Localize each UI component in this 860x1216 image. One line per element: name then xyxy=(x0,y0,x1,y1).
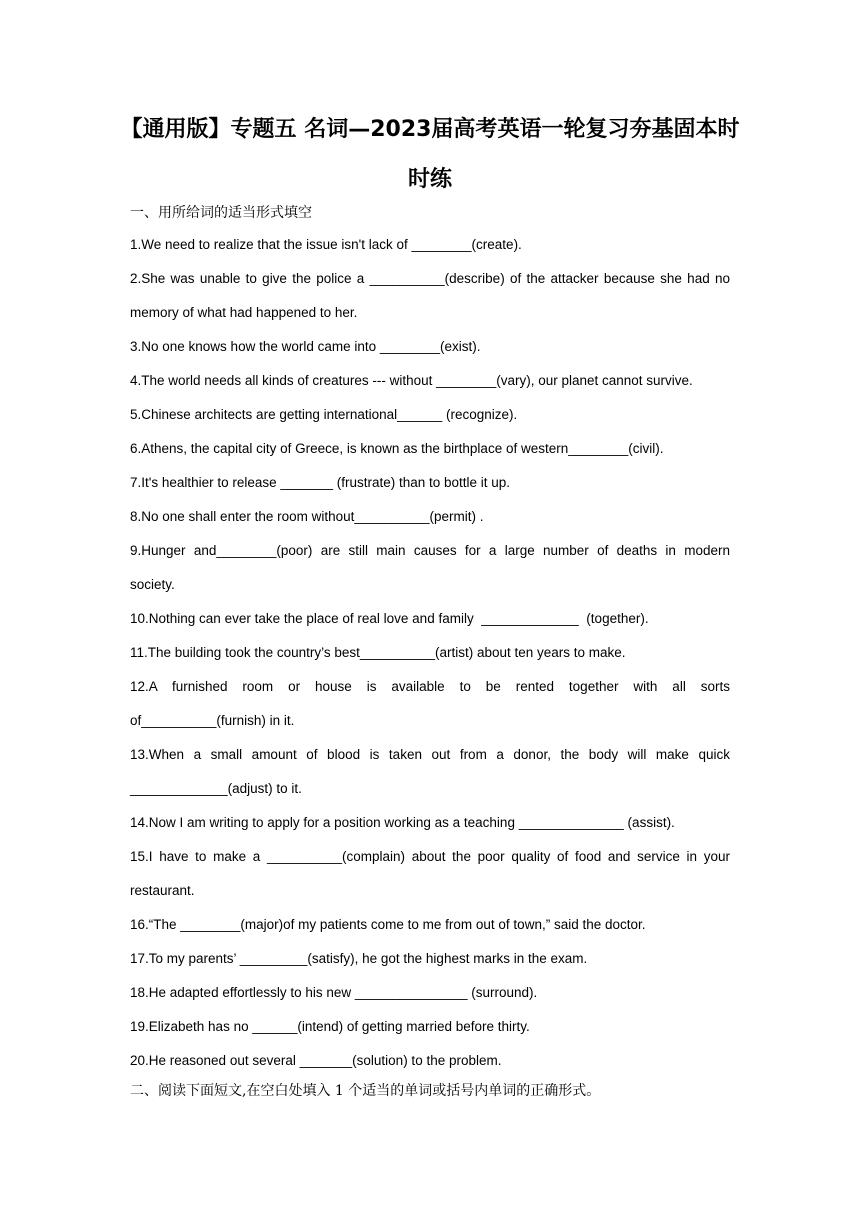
question-19: 19.Elizabeth has no ______(intend) of getting married before thirty. xyxy=(130,1019,530,1034)
question-9-line-1: 9.Hunger and________(poor) are still main causes for a large number of deaths in modern xyxy=(130,543,730,558)
question-11: 11.The building took the country’s best__________(artist) about ten years to make. xyxy=(130,645,626,660)
question-8: 8.No one shall enter the room without__________(permit) . xyxy=(130,509,484,524)
question-15-line-2: restaurant. xyxy=(130,883,195,898)
question-12-line-2: of__________(furnish) in it. xyxy=(130,713,295,728)
title-line-2: 时练 xyxy=(407,167,452,192)
question-15-line-1: 15.I have to make a __________(complain) about the poor quality of food and service in your xyxy=(130,849,730,864)
title-line-1: 【通用版】专题五 名词—2023届高考英语一轮复习夯基固本时 xyxy=(120,117,740,142)
question-7: 7.It's healthier to release _______ (frustrate) than to bottle it up. xyxy=(130,475,511,490)
question-2-line-2: memory of what had happened to her. xyxy=(130,305,358,320)
question-17: 17.To my parents’ _________(satisfy), he got the highest marks in the exam. xyxy=(130,951,588,966)
question-2-line-1: 2.She was unable to give the police a __________(describe) of the attacker because she had no xyxy=(130,271,730,286)
section-2-heading: 二、阅读下面短文,在空白处填入 1 个适当的单词或括号内单词的正确形式。 xyxy=(130,1083,601,1099)
question-10: 10.Nothing can ever take the place of real love and family _____________ (together). xyxy=(130,611,649,626)
document-title xyxy=(100,105,760,205)
question-16: 16.“The ________(major)of my patients come to me from out of town,” said the doctor. xyxy=(130,917,646,932)
question-13-line-2: _____________(adjust) to it. xyxy=(130,781,302,796)
question-1: 1.We need to realize that the issue isn't lack of ________(create). xyxy=(130,237,522,252)
question-9-line-2: society. xyxy=(130,577,175,592)
question-18: 18.He adapted effortlessly to his new _______________ (surround). xyxy=(130,985,538,1000)
question-4: 4.The world needs all kinds of creatures --- without ________(vary), our planet cannot survive. xyxy=(130,373,693,388)
question-5: 5.Chinese architects are getting international______ (recognize). xyxy=(130,407,518,422)
question-3: 3.No one knows how the world came into ________(exist). xyxy=(130,339,481,354)
question-14: 14.Now I am writing to apply for a position working as a teaching ______________ (assist). xyxy=(130,815,675,830)
question-6: 6.Athens, the capital city of Greece, is known as the birthplace of western________(civil). xyxy=(130,441,664,456)
question-12-line-1: 12.A furnished room or house is available to be rented together with all sorts xyxy=(130,679,730,694)
question-13-line-1: 13.When a small amount of blood is taken out from a donor, the body will make quick xyxy=(130,747,730,762)
section-1-heading: 一、用所给词的适当形式填空 xyxy=(130,205,312,221)
question-20: 20.He reasoned out several _______(solution) to the problem. xyxy=(130,1053,502,1068)
